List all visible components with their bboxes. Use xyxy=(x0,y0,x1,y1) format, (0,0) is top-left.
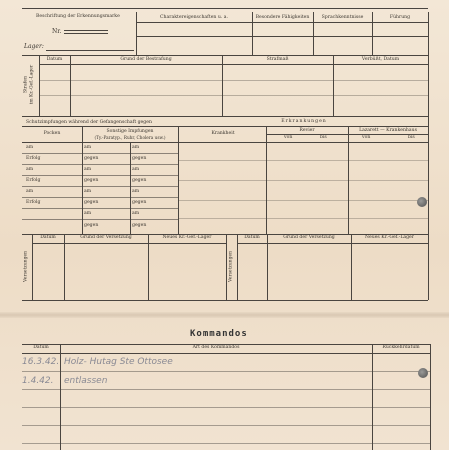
rule xyxy=(178,218,428,219)
erkrankungen-title: Erkrankungen xyxy=(281,119,327,124)
impf-row-right: am xyxy=(132,189,140,194)
rule xyxy=(130,142,131,234)
rule xyxy=(22,197,178,198)
rule xyxy=(22,164,178,165)
sonstige-sub: (Ty.-Paratyp., Ruhr, Cholera usw.) xyxy=(94,135,166,140)
strafen-side-label: Strafen xyxy=(23,76,29,93)
rule xyxy=(178,160,428,161)
lazarett-von: von xyxy=(362,135,371,140)
rule xyxy=(22,389,430,390)
impf-row-right: gegen xyxy=(132,156,147,161)
kommandos-title: Kommandos xyxy=(190,329,248,339)
rule xyxy=(22,116,428,117)
impf-row-right: am xyxy=(132,211,140,216)
rule xyxy=(39,80,428,81)
versetzungen-side-label: Versetzungen xyxy=(23,250,29,283)
rule xyxy=(39,95,428,96)
rule xyxy=(22,8,428,9)
rule xyxy=(22,443,430,444)
strafen-col-verbuesst: Verbüßt, Datum xyxy=(361,57,400,62)
nr-line xyxy=(64,33,108,34)
impf-row-left: am xyxy=(26,189,34,194)
rule xyxy=(39,64,428,65)
kommandos-col-datum: Datum xyxy=(33,345,49,350)
fuehrung-header: Führung xyxy=(389,15,411,20)
rule xyxy=(428,12,429,55)
impf-row-mid: am xyxy=(84,211,92,216)
rule xyxy=(22,186,178,187)
lazarett-header: Lazarett — Krankenhaus xyxy=(359,128,417,133)
impf-row-mid: gegen xyxy=(84,200,99,205)
rule xyxy=(22,208,178,209)
rule xyxy=(136,36,428,37)
impf-row-left: Erfolg xyxy=(26,178,41,183)
kommandos-col-rueckkehr: Rückkehrdatum xyxy=(382,345,420,350)
impf-row-mid: gegen xyxy=(84,156,99,161)
impf-row-right: am xyxy=(132,167,140,172)
rule xyxy=(22,353,430,354)
kommando-text: Holz- Hutag Ste Ottosee xyxy=(64,357,173,367)
rule xyxy=(237,243,428,244)
kommando-date: 16.3.42. xyxy=(22,357,60,367)
impf-row-mid: gegen xyxy=(84,223,99,228)
strafen-side-label-2: im Kr.-Gef.-Lager xyxy=(29,64,35,105)
rule xyxy=(226,234,227,300)
sonstige-header: Sonstige Impfungen xyxy=(106,129,154,134)
kommandos-col-art: Art des Kommandos xyxy=(192,345,240,350)
revier-von: von xyxy=(284,135,293,140)
rule xyxy=(22,142,428,143)
impf-row-right: gegen xyxy=(132,178,147,183)
rule xyxy=(428,234,429,300)
rule xyxy=(136,22,428,23)
vers-col-lager-2: Neues Kr.-Gef.-Lager xyxy=(365,235,414,240)
lager-line xyxy=(46,50,134,51)
strafen-col-grund: Grund der Bestrafung xyxy=(120,57,172,62)
impf-row-right: gegen xyxy=(132,200,147,205)
vers-col-lager: Neues Kr.-Gef.-Lager xyxy=(162,235,212,240)
kommando-text: entlassen xyxy=(64,376,108,386)
revier-header: Revier xyxy=(299,128,315,133)
rule xyxy=(22,219,178,220)
krankheit-header: Krankheit xyxy=(211,131,235,136)
sprachen-header: Sprachkenntnisse xyxy=(321,15,364,20)
impf-row-left: Erfolg xyxy=(26,200,41,205)
rule xyxy=(22,371,430,372)
rule xyxy=(22,407,430,408)
nr-label: Nr. xyxy=(52,28,62,35)
rule xyxy=(60,344,61,450)
impf-row-mid: am xyxy=(84,189,92,194)
rule xyxy=(22,153,178,154)
rule xyxy=(372,344,373,450)
impfungen-title: Schutzimpfungen während der Gefangenschaft gegen xyxy=(26,120,152,125)
pocken-header: Pocken xyxy=(43,131,61,136)
rule xyxy=(428,116,429,234)
faehigkeiten-header: Besondere Fähigkeiten xyxy=(255,15,310,20)
vers-col-grund: Grund der Versetzung xyxy=(80,235,132,240)
rule xyxy=(22,55,428,56)
revier-bis: bis xyxy=(320,135,327,140)
vers-col-datum-2: Datum xyxy=(244,235,260,240)
impf-row-left: Erfolg xyxy=(26,156,41,161)
punch-hole xyxy=(418,368,428,378)
impf-row-mid: gegen xyxy=(84,178,99,183)
punch-hole xyxy=(417,197,427,207)
impf-row-left: am xyxy=(26,167,34,172)
rule xyxy=(22,425,430,426)
rule xyxy=(266,134,428,135)
impf-row-mid: am xyxy=(84,145,92,150)
charakter-header: Charaktereigenschaften u. a. xyxy=(160,15,228,20)
strafen-col-datum: Datum xyxy=(46,57,63,62)
impf-row-right: am xyxy=(132,145,140,150)
rule xyxy=(22,175,178,176)
versetzungen-side-label-2: Versetzungen xyxy=(228,250,234,283)
kommando-date: 1.4.42. xyxy=(22,376,54,386)
impf-row-mid: am xyxy=(84,167,92,172)
impf-row-left: am xyxy=(26,145,34,150)
lazarett-bis: bis xyxy=(408,135,415,140)
rule xyxy=(178,180,428,181)
vers-col-grund-2: Grund der Versetzung xyxy=(283,235,335,240)
paper-fold xyxy=(0,312,449,318)
nr-line xyxy=(64,30,108,31)
rule xyxy=(22,300,428,301)
lager-label: Lager: xyxy=(24,43,44,50)
beschriftung-label: Beschriftung der Erkennungsmarke xyxy=(36,14,120,19)
impf-row-right: gegen xyxy=(132,223,147,228)
strafen-col-strafmass: Strafmaß xyxy=(266,57,289,62)
rule xyxy=(428,55,429,116)
rule xyxy=(178,200,428,201)
rule xyxy=(430,344,431,450)
vers-col-datum: Datum xyxy=(40,235,56,240)
rule xyxy=(32,243,226,244)
